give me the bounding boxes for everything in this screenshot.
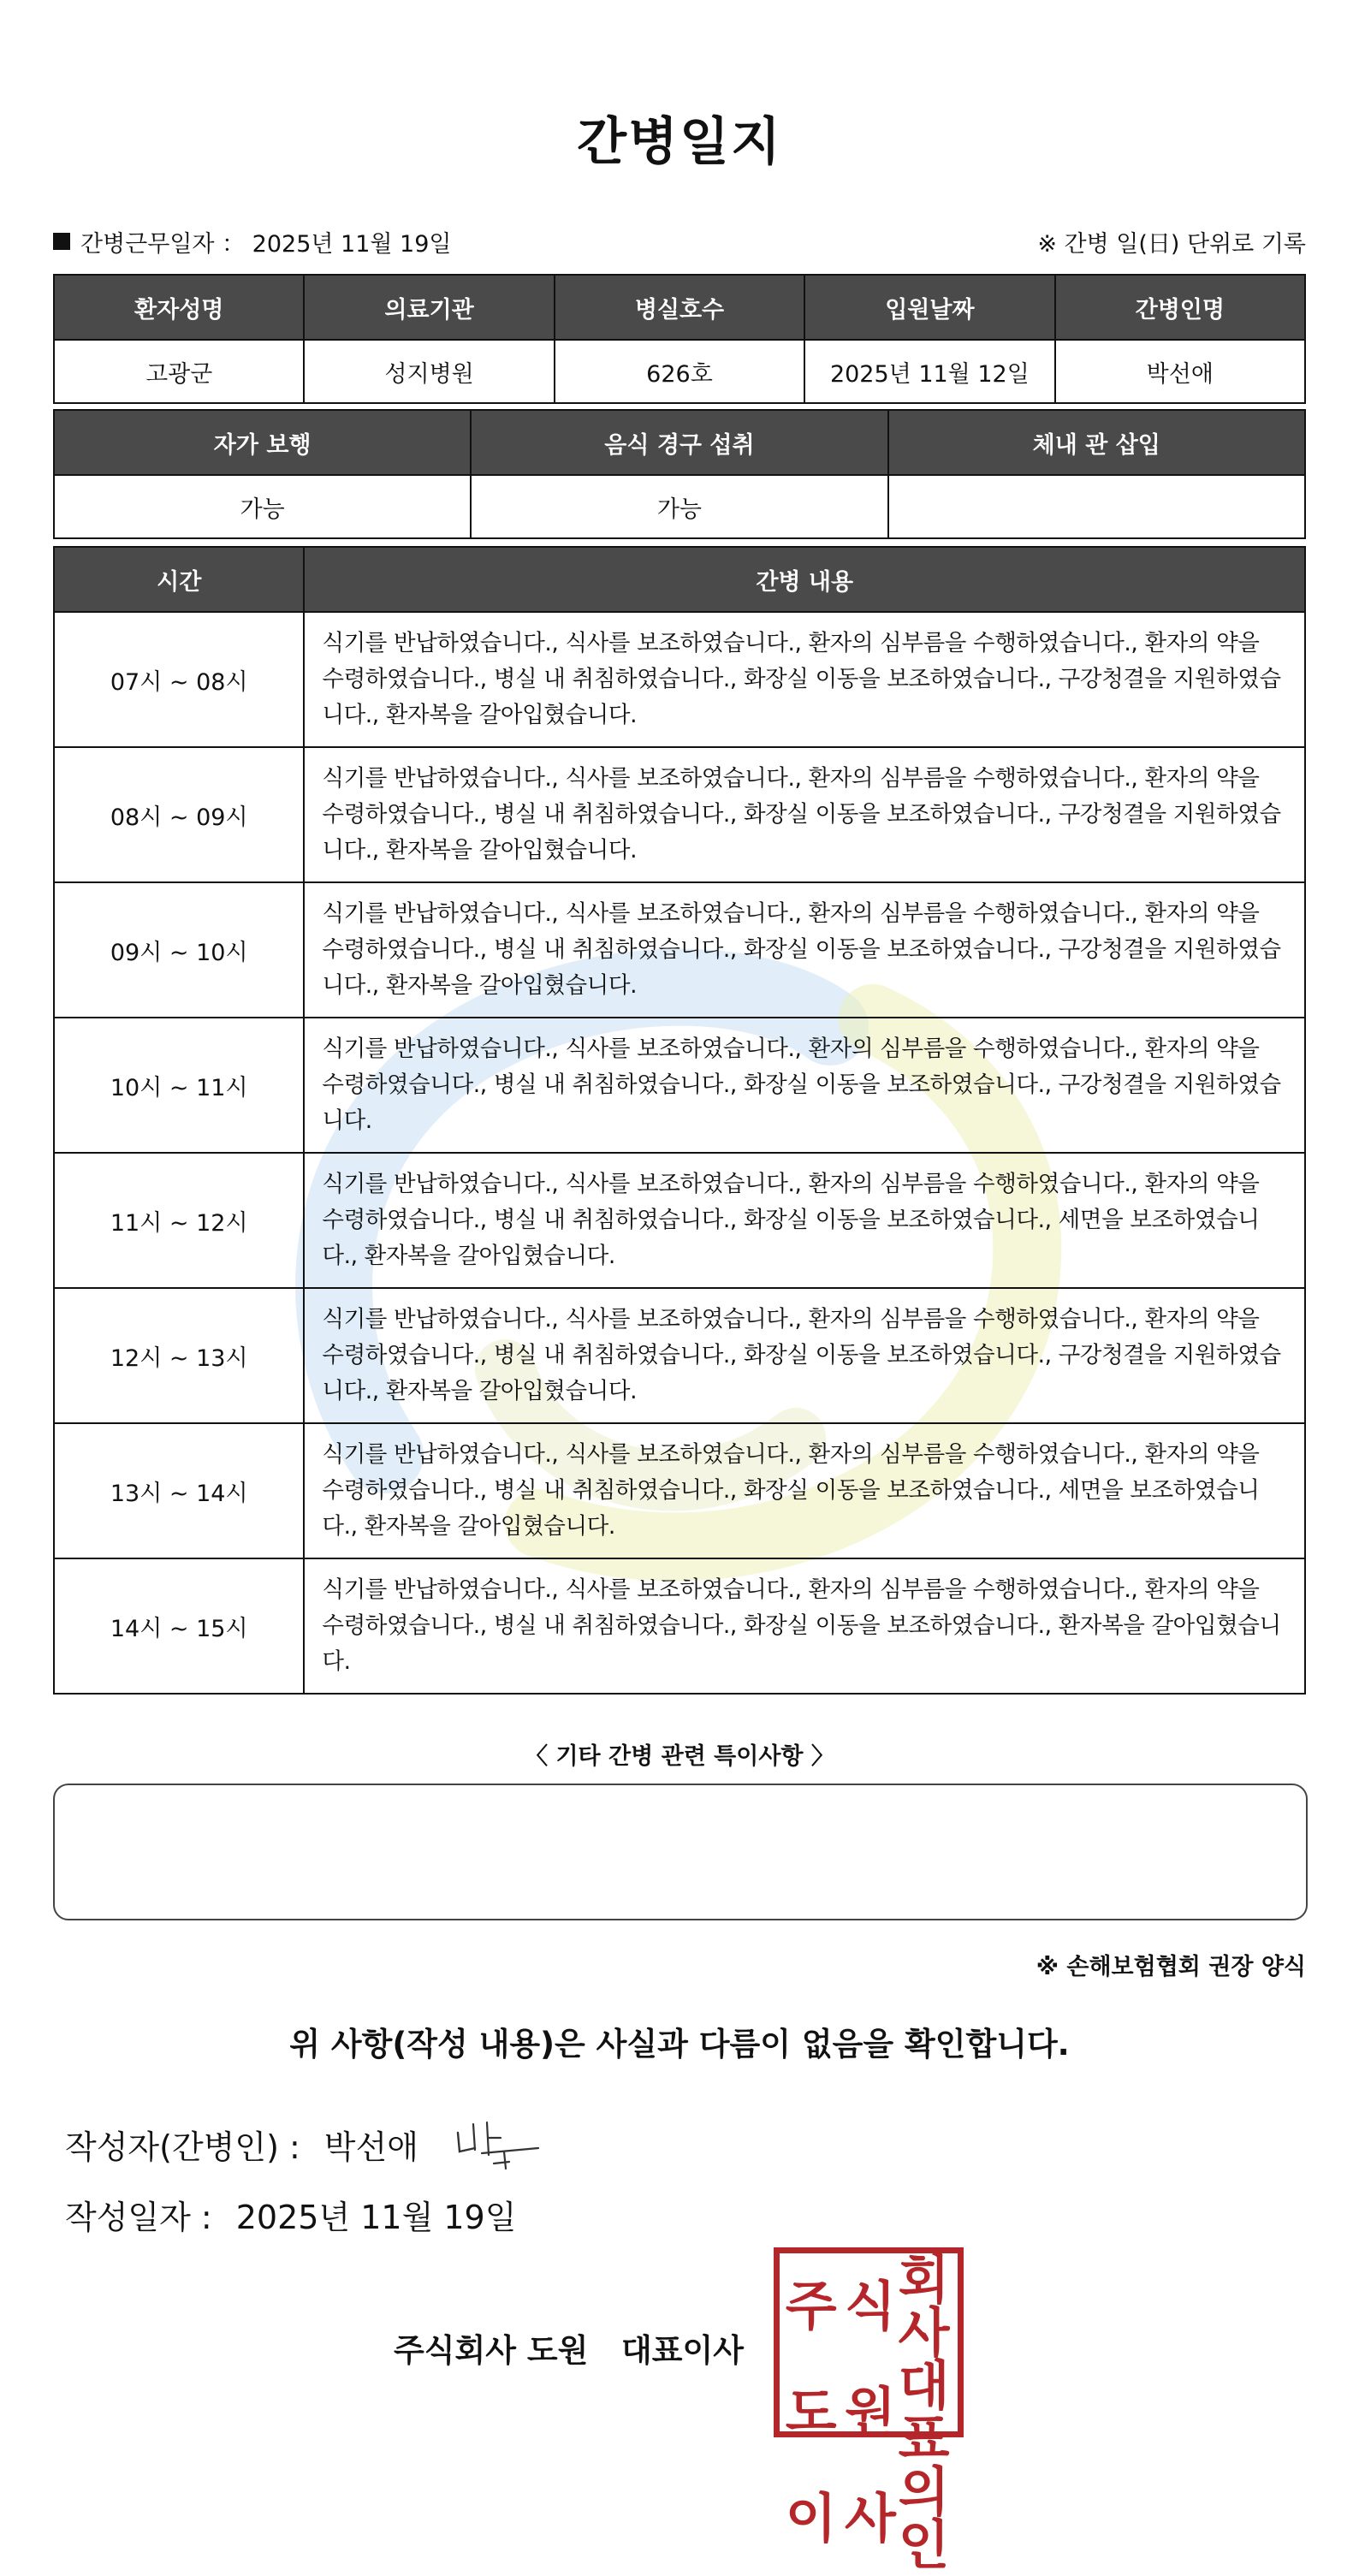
- writer-label: 작성자(간병인) :: [65, 2128, 300, 2166]
- room-number: 626호: [555, 340, 804, 403]
- header-patient-name: 환자성명: [54, 275, 304, 340]
- table-row: [54, 747, 1305, 882]
- oral-intake-status: 가능: [471, 475, 887, 538]
- header-walking: 자가 보행: [54, 410, 471, 475]
- patient-name: 고광군: [54, 340, 304, 403]
- header-hospital: 의료기관: [304, 275, 554, 340]
- care-log-table: [53, 546, 1306, 1695]
- log-content: 식기를 반납하였습니다., 식사를 보조하였습니다., 환자의 심부름을 수행하였습니다., 환자의 약을 수령하였습니다., 병실 내 취침하였습니다., 화장실 이동을 보조하였습니다., 구강청결을 지원하였습니다.: [304, 1018, 1305, 1153]
- log-time: 14시 ~ 15시: [54, 1558, 304, 1694]
- table-row: [54, 1153, 1305, 1288]
- page-title: 간병일지: [577, 112, 782, 172]
- tube-status: [888, 475, 1305, 538]
- seal-char: 사: [845, 2487, 893, 2549]
- meta-row: [53, 224, 1306, 258]
- table-row: [54, 1018, 1305, 1153]
- header-tube: 체내 관 삽입: [888, 410, 1305, 475]
- writer-row: [65, 2114, 547, 2174]
- header-oral-intake: 음식 경구 섭취: [471, 410, 887, 475]
- table-row: [54, 1423, 1305, 1558]
- log-time: 13시 ~ 14시: [54, 1423, 304, 1558]
- log-time: 09시 ~ 10시: [54, 882, 304, 1018]
- seal-char: 원: [845, 2381, 893, 2443]
- log-time: 07시 ~ 08시: [54, 612, 304, 747]
- seal-char: 의인: [898, 2460, 947, 2576]
- walking-status: 가능: [54, 475, 471, 538]
- seal-icon: [774, 2247, 964, 2576]
- form-source-note: ※ 손해보험협회 권장 양식: [1036, 1954, 1306, 1980]
- hospital-name: 성지병원: [304, 340, 554, 403]
- seal-char: 회사: [898, 2248, 947, 2364]
- seal-char: 이: [785, 2487, 834, 2549]
- seal-char: 식: [845, 2275, 893, 2337]
- seal-char: 주: [785, 2275, 834, 2337]
- log-content: 식기를 반납하였습니다., 식사를 보조하였습니다., 환자의 심부름을 수행하였습니다., 환자의 약을 수령하였습니다., 병실 내 취침하였습니다., 화장실 이동을 보조하였습니다., 구강청결을 지원하였습니다., 환자복을 갈아입혔습니다.: [304, 1288, 1305, 1423]
- date-label: 작성일자 :: [65, 2199, 212, 2236]
- header-caregiver: 간병인명: [1055, 275, 1305, 340]
- log-content: 식기를 반납하였습니다., 식사를 보조하였습니다., 환자의 심부름을 수행하였습니다., 환자의 약을 수령하였습니다., 병실 내 취침하였습니다., 화장실 이동을 보조하였습니다., 세면을 보조하였습니다., 환자복을 갈아입혔습니다.: [304, 1423, 1305, 1558]
- notes-title: 〈 기타 간병 관련 특이사항 〉: [525, 1743, 834, 1770]
- table-row: [54, 612, 1305, 747]
- table-row: [54, 1288, 1305, 1423]
- header-room: 병실호수: [555, 275, 804, 340]
- signature-icon: [453, 2114, 547, 2174]
- work-date-text: 간병근무일자 ： 2025년 11월 19일: [80, 230, 452, 258]
- log-content: 식기를 반납하였습니다., 식사를 보조하였습니다., 환자의 심부름을 수행하였습니다., 환자의 약을 수령하였습니다., 병실 내 취침하였습니다., 화장실 이동을 보조하였습니다., 구강청결을 지원하였습니다., 환자복을 갈아입혔습니다.: [304, 882, 1305, 1018]
- log-time: 11시 ~ 12시: [54, 1153, 304, 1288]
- square-icon: [53, 233, 70, 250]
- unit-note: ※ 간병 일(日) 단위로 기록: [1037, 230, 1306, 258]
- written-date: 2025년 11월 19일: [235, 2199, 517, 2236]
- patient-info-table: [53, 274, 1306, 404]
- confirmation-statement: 위 사항(작성 내용)은 사실과 다름이 없음을 확인합니다.: [289, 2026, 1070, 2063]
- special-notes-box: [53, 1784, 1308, 1920]
- header-care-content: 간병 내용: [304, 547, 1305, 612]
- patient-status-table: [53, 409, 1306, 539]
- log-content: 식기를 반납하였습니다., 식사를 보조하였습니다., 환자의 심부름을 수행하였습니다., 환자의 약을 수령하였습니다., 병실 내 취침하였습니다., 화장실 이동을 보조하였습니다., 구강청결을 지원하였습니다., 환자복을 갈아입혔습니다.: [304, 612, 1305, 747]
- log-time: 08시 ~ 09시: [54, 747, 304, 882]
- seal-char: 대표: [898, 2354, 947, 2470]
- date-row: [65, 2191, 516, 2238]
- seal-char: 도: [785, 2381, 834, 2443]
- log-content: 식기를 반납하였습니다., 식사를 보조하였습니다., 환자의 심부름을 수행하였습니다., 환자의 약을 수령하였습니다., 병실 내 취침하였습니다., 화장실 이동을 보조하였습니다., 세면을 보조하였습니다., 환자복을 갈아입혔습니다.: [304, 1153, 1305, 1288]
- log-time: 12시 ~ 13시: [54, 1288, 304, 1423]
- writer-name: 박선애: [323, 2128, 418, 2166]
- admission-date: 2025년 11월 12일: [804, 340, 1054, 403]
- table-row: [54, 1558, 1305, 1694]
- table-row: [54, 882, 1305, 1018]
- work-date: [53, 225, 452, 258]
- log-content: 식기를 반납하였습니다., 식사를 보조하였습니다., 환자의 심부름을 수행하였습니다., 환자의 약을 수령하였습니다., 병실 내 취침하였습니다., 화장실 이동을 보조하였습니다., 환자복을 갈아입혔습니다.: [304, 1558, 1305, 1694]
- company-name: 주식회사 도원 대표이사: [394, 2332, 744, 2369]
- log-time: 10시 ~ 11시: [54, 1018, 304, 1153]
- header-time: 시간: [54, 547, 304, 612]
- log-content: 식기를 반납하였습니다., 식사를 보조하였습니다., 환자의 심부름을 수행하였습니다., 환자의 약을 수령하였습니다., 병실 내 취침하였습니다., 화장실 이동을 보조하였습니다., 구강청결을 지원하였습니다., 환자복을 갈아입혔습니다.: [304, 747, 1305, 882]
- header-admission-date: 입원날짜: [804, 275, 1054, 340]
- caregiver-name: 박선애: [1055, 340, 1305, 403]
